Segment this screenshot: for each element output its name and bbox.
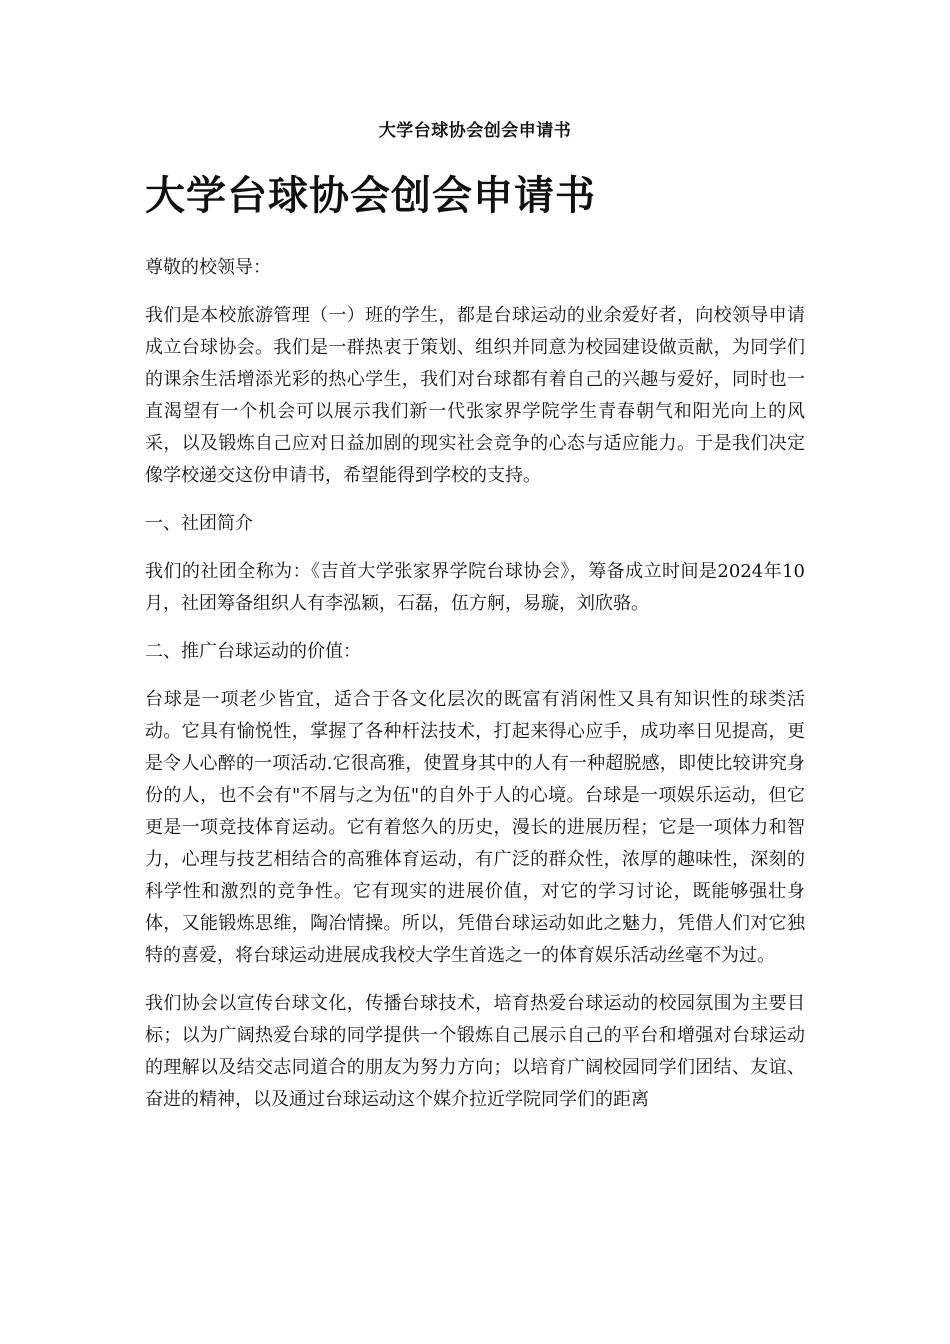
goals-paragraph: 我们协会以宣传台球文化，传播台球技术，培育热爱台球运动的校园氛围为主要目标；以为广阔热爱台球的同学提供一个锻炼自己展示自己的平台和增强对台球运动的理解以及结交志同道合的朋友为努力方向；以培育广阔校园同学们团结、友谊、奋进的精神，以及通过台球运动这个媒介拉近学院同学们的距离: [145, 993, 805, 1110]
club-intro-paragraph: 我们的社团全称为：《吉首大学张家界学院台球协会》，筹备成立时间是2024年10月，社团筹备组织人有李泓颖，石磊，伍方舸，易璇，刘欣骆。: [145, 561, 805, 614]
section-heading-value: 二、推广台球运动的价值：: [145, 641, 361, 662]
document-title: 大学台球协会创会申请书: [145, 172, 596, 219]
page-header-title: 大学台球协会创会申请书: [378, 121, 572, 141]
value-paragraph: 台球是一项老少皆宜，适合于各文化层次的既富有消闲性又具有知识性的球类活动。它具有愉悦性，掌握了各种杆法技术，打起来得心应手，成功率日见提高，更是令人心醉的一项活动.它很高雅，使置身其中的人有一种超脱感，即使比较讲究身份的人，也不会有"不屑与之为伍"的自外于人的心境。台球是一项娱乐运动，但它更是一项竞技体育运动。它有着悠久的历史，漫长的进展历程；它是一项体力和智力，心理与技艺相结合的高雅体育运动，有广泛的群众性，浓厚的趣味性，深刻的科学性和激烈的竞争性。它有现实的进展价值，对它的学习讨论，既能够强壮身体，又能锻炼思维，陶冶情操。所以，凭借台球运动如此之魅力，凭借人们对它独特的喜爱，将台球运动进展成我校大学生首选之一的体育娱乐活动丝毫不为过。: [145, 689, 805, 966]
document-body: [145, 168, 805, 1132]
intro-paragraph: 我们是本校旅游管理（一）班的学生，都是台球运动的业余爱好者，向校领导申请成立台球协会。我们是一群热衷于策划、组织并同意为校园建设做贡献，为同学们的课余生活增添光彩的热心学生，我们对台球都有着自己的兴趣与爱好，同时也一直渴望有一个机会可以展示我们新一代张家界学院学生青春朝气和阳光向上的风采，以及锻炼自己应对日益加剧的现实社会竞争的心态与适应能力。于是我们决定像学校递交这份申请书，希望能得到学校的支持。: [145, 305, 805, 486]
section-heading-club-intro: 一、社团简介: [145, 513, 253, 534]
salutation: 尊敬的校领导：: [145, 257, 271, 278]
